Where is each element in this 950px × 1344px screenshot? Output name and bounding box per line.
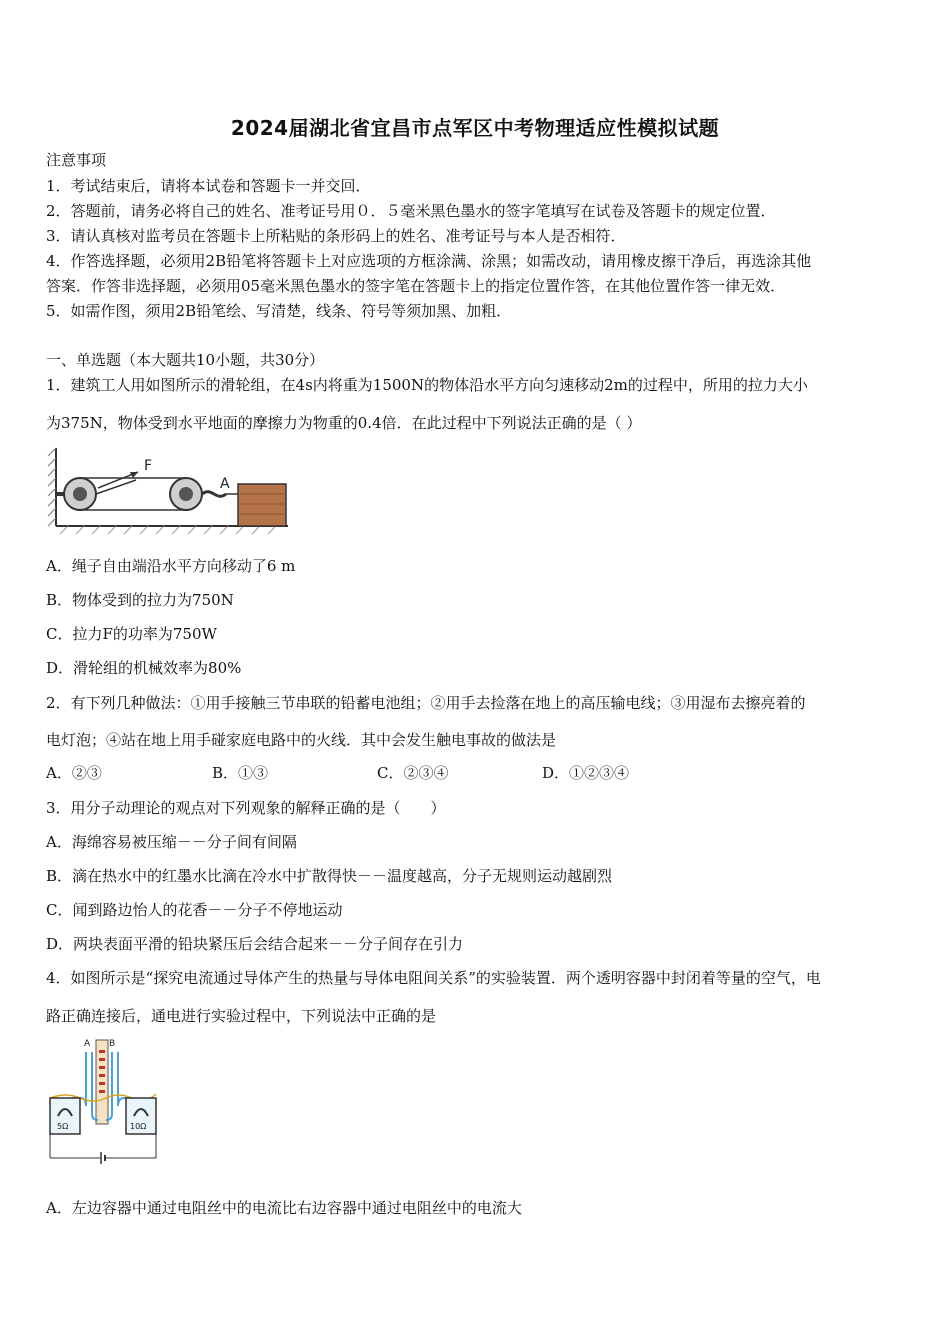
section-heading: 一、单选题（本大题共10小题，共30分） — [46, 351, 325, 369]
notice-item-2: 2．答题前，请务必将自己的姓名、准考证号用０．５毫米黑色墨水的签字笔填写在试卷及答题卡的规定位置． — [46, 202, 776, 220]
notice-item-4-cont: 答案．作答非选择题，必须用05毫米黑色墨水的签字笔在答题卡上的指定位置作答，在其他位置作答一律无效． — [46, 277, 786, 295]
q3-option-b: B．滴在热水中的红墨水比滴在冷水中扩散得快－－温度越高，分子无规则运动越剧烈 — [46, 867, 613, 885]
q2-option-d: D．①②③④ — [542, 764, 630, 782]
q4-stem-line2: 路正确连接后，通电进行实验过程中，下列说法中正确的是 — [46, 1007, 437, 1025]
label-a: A — [220, 476, 230, 492]
notice-item-4: 4．作答选择题，必须用2B铅笔将答题卡上对应选项的方框涂满、涂黑；如需改动，请用橡皮擦干净后，再选涂其他 — [46, 252, 812, 270]
notice-item-1: 1．考试结束后，请将本试卷和答题卡一并交回． — [46, 177, 371, 195]
q1-stem-line2: 为375N，物体受到水平地面的摩擦力为物重的0.4倍．在此过程中下列说法正确的是（ ） — [46, 414, 642, 432]
label-f: F — [144, 458, 153, 474]
pulley-diagram — [46, 446, 290, 538]
label-a: A — [84, 1039, 91, 1049]
q1-option-a: A．绳子自由端沿水平方向移动了6 m — [46, 557, 296, 575]
q2-stem-line1: 2．有下列几种做法：①用手接触三节串联的铅蓄电池组；②用手去捡落在地上的高压输电线；③用湿布去擦亮着的 — [46, 694, 806, 712]
q1-option-b: B．物体受到的拉力为750N — [46, 591, 234, 609]
notice-item-3: 3．请认真核对监考员在答题卡上所粘贴的条形码上的姓名、准考证号与本人是否相符． — [46, 227, 626, 245]
page-title: 2024届湖北省宜昌市点军区中考物理适应性模拟试题 — [230, 116, 720, 140]
notice-heading: 注意事项 — [46, 151, 107, 169]
heating-experiment-diagram — [46, 1036, 160, 1164]
q1-stem-line1: 1．建筑工人用如图所示的滑轮组，在4s内将重为1500N的物体沿水平方向匀速移动2m的过程中，所用的拉力大小 — [46, 376, 808, 394]
q1-option-c: C．拉力F的功率为750W — [46, 625, 217, 643]
q2-stem-line2: 电灯泡；④站在地上用手碰家庭电路中的火线．其中会发生触电事故的做法是 — [46, 731, 557, 749]
q4-stem-line1: 4．如图所示是“探究电流通过导体产生的热量与导体电阻间关系”的实验装置．两个透明容器中封闭着等量的空气，电 — [46, 969, 821, 987]
q3-option-a: A．海绵容易被压缩－－分子间有间隔 — [46, 833, 297, 851]
q2-option-a: A．②③ — [46, 764, 102, 782]
label-resistor-2: 10Ω — [130, 1122, 147, 1131]
q3-stem: 3．用分子动理论的观点对下列观象的解释正确的是（ ） — [46, 799, 446, 817]
q2-option-b: B．①③ — [212, 764, 269, 782]
label-b: B — [109, 1039, 116, 1049]
q3-option-c: C．闻到路边怡人的花香－－分子不停地运动 — [46, 901, 343, 919]
notice-item-5: 5．如需作图，须用2B铅笔绘、写清楚，线条、符号等须加黑、加粗． — [46, 302, 512, 320]
q4-option-a: A．左边容器中通过电阻丝中的电流比右边容器中通过电阻丝中的电流大 — [46, 1199, 522, 1217]
q1-option-d: D．滑轮组的机械效率为80% — [46, 659, 242, 677]
q2-option-c: C．②③④ — [377, 764, 449, 782]
label-resistor-1: 5Ω — [57, 1122, 69, 1131]
q3-option-d: D．两块表面平滑的铅块紧压后会结合起来－－分子间存在引力 — [46, 935, 464, 953]
